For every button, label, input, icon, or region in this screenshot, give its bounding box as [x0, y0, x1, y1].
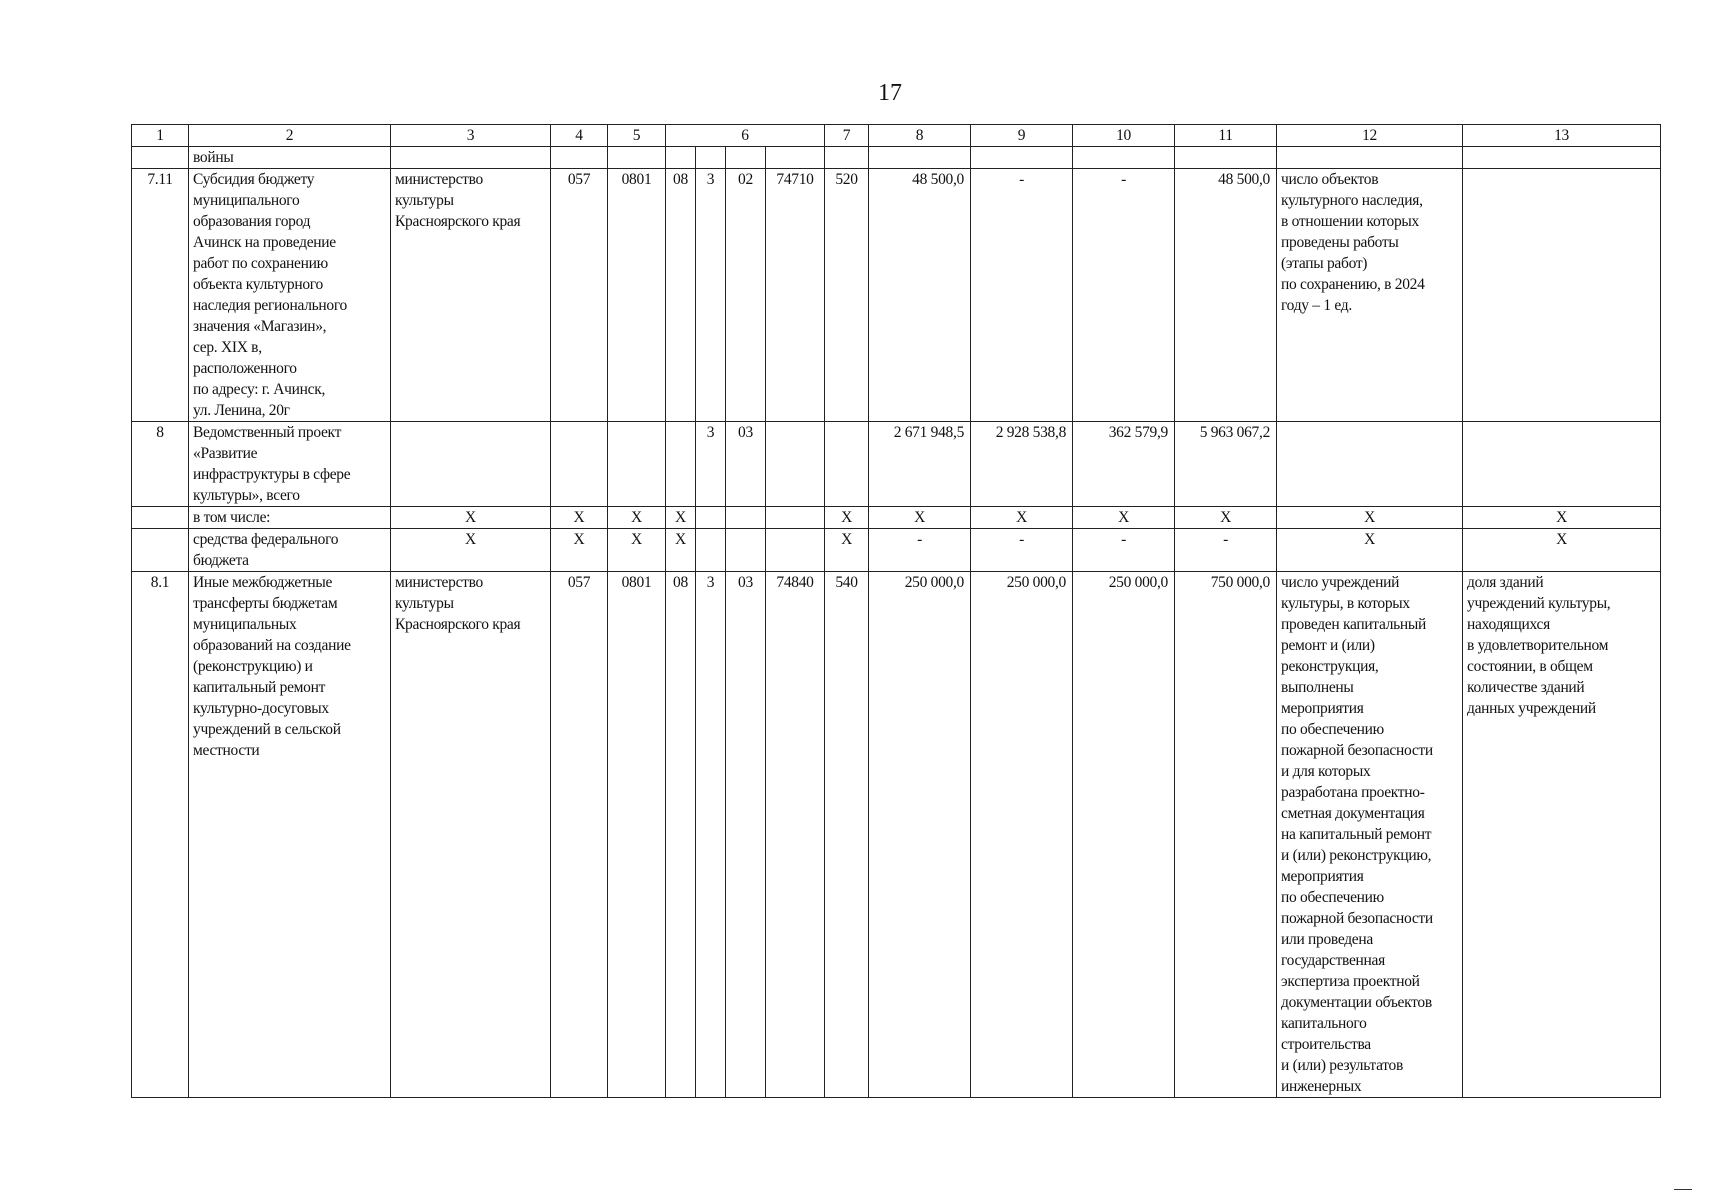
- rzpr-code: 0801: [608, 572, 666, 1098]
- x-mark: X: [1073, 507, 1175, 529]
- x-mark: X: [825, 529, 869, 572]
- csr-part-4: 74710: [766, 169, 825, 422]
- x-mark: X: [608, 507, 666, 529]
- grbs-code: 057: [551, 169, 608, 422]
- csr-part-4: 74840: [766, 572, 825, 1098]
- page-number: 17: [878, 80, 902, 106]
- col-header-3: 3: [391, 125, 551, 147]
- x-mark: X: [1277, 507, 1463, 529]
- csr-part-2: 3: [696, 169, 726, 422]
- csr-part-2: 3: [696, 422, 726, 507]
- dash-mark: -: [869, 529, 971, 572]
- rzpr-code: 0801: [608, 169, 666, 422]
- col-header-12: 12: [1277, 125, 1463, 147]
- table-row-7-11: [132, 169, 1661, 422]
- col-header-6: 6: [666, 125, 825, 147]
- dash-mark: -: [1073, 529, 1175, 572]
- dash-mark: -: [1175, 529, 1277, 572]
- csr-part-1: 08: [666, 572, 696, 1098]
- col-header-9: 9: [971, 125, 1073, 147]
- row-name: Иные межбюджетные трансферты бюджетам муниципальных образований на создание (реконструкцию) и капитальный ремонт культурно-досуговых учреждений в сельской местности: [189, 572, 391, 1098]
- x-mark: X: [608, 529, 666, 572]
- x-mark: X: [666, 507, 696, 529]
- continued-text: войны: [189, 147, 391, 169]
- table-row-8: [132, 422, 1661, 507]
- table-row-continued: [132, 147, 1661, 169]
- csr-part-2: 3: [696, 572, 726, 1098]
- row-name: в том числе:: [189, 507, 391, 529]
- col-header-13: 13: [1463, 125, 1661, 147]
- col-header-8: 8: [869, 125, 971, 147]
- amount-col-8: 48 500,0: [869, 169, 971, 422]
- x-mark: X: [551, 507, 608, 529]
- x-mark: X: [551, 529, 608, 572]
- row-name: Субсидия бюджету муниципального образования город Ачинск на проведение работ по сохранению объекта культурного наследия регионального значения «Магазин», сер. XIX в, расположенного по адресу: г. Ачинск, ул. Ленина, 20г: [189, 169, 391, 422]
- row-number: 8.1: [132, 572, 189, 1098]
- x-mark: X: [666, 529, 696, 572]
- row-number: 8: [132, 422, 189, 507]
- col-header-10: 10: [1073, 125, 1175, 147]
- x-mark: X: [391, 507, 551, 529]
- csr-part-1: 08: [666, 169, 696, 422]
- amount-col-10: 362 579,9: [1073, 422, 1175, 507]
- budget-table: [131, 124, 1661, 1098]
- column-number-row: [132, 125, 1661, 147]
- x-mark: X: [1277, 529, 1463, 572]
- table-row-8-1: [132, 572, 1661, 1098]
- indicator-cell: [1463, 169, 1661, 422]
- col-header-5: 5: [608, 125, 666, 147]
- row-name: Ведомственный проект «Развитие инфраструктуры в сфере культуры», всего: [189, 422, 391, 507]
- table-row-federal-budget: [132, 529, 1661, 572]
- row-name: средства федерального бюджета: [189, 529, 391, 572]
- ministry-cell: министерство культуры Красноярского края: [391, 169, 551, 422]
- dash-mark: -: [971, 529, 1073, 572]
- amount-col-11: 5 963 067,2: [1175, 422, 1277, 507]
- amount-col-10: 250 000,0: [1073, 572, 1175, 1098]
- col-header-2: 2: [189, 125, 391, 147]
- vr-code: 520: [825, 169, 869, 422]
- indicator-cell: доля зданий учреждений культуры, находящихся в удовлетворительном состоянии, в общем количестве зданий данных учреждений: [1463, 572, 1661, 1098]
- col-header-4: 4: [551, 125, 608, 147]
- col-header-7: 7: [825, 125, 869, 147]
- x-mark: X: [1175, 507, 1277, 529]
- amount-col-10: -: [1073, 169, 1175, 422]
- ministry-cell: министерство культуры Красноярского края: [391, 572, 551, 1098]
- col-header-1: 1: [132, 125, 189, 147]
- csr-part-3: 03: [726, 422, 766, 507]
- amount-col-11: 750 000,0: [1175, 572, 1277, 1098]
- amount-col-11: 48 500,0: [1175, 169, 1277, 422]
- x-mark: X: [391, 529, 551, 572]
- result-cell: число учреждений культуры, в которых проведен капитальный ремонт и (или) реконструкция, выполнены мероприятия по обеспечению пожарной безопасности и для которых разработана проектно- сметная документация на капитальный ремонт и (или) реконструкцию, мероприятия по обеспечению пожарной безопасности или проведена государственная экспертиза проектной документации объектов капитального строительства и (или) результатов инженерных: [1277, 572, 1463, 1098]
- csr-part-3: 03: [726, 572, 766, 1098]
- col-header-11: 11: [1175, 125, 1277, 147]
- amount-col-8: 250 000,0: [869, 572, 971, 1098]
- x-mark: X: [1463, 507, 1661, 529]
- page-edge-mark: [1674, 1189, 1692, 1190]
- grbs-code: 057: [551, 572, 608, 1098]
- row-number: 7.11: [132, 169, 189, 422]
- table-row-including: [132, 507, 1661, 529]
- x-mark: X: [869, 507, 971, 529]
- result-cell: число объектов культурного наследия, в отношении которых проведены работы (этапы работ) по сохранению, в 2024 году – 1 ед.: [1277, 169, 1463, 422]
- amount-col-9: 2 928 538,8: [971, 422, 1073, 507]
- amount-col-9: 250 000,0: [971, 572, 1073, 1098]
- amount-col-9: -: [971, 169, 1073, 422]
- amount-col-8: 2 671 948,5: [869, 422, 971, 507]
- x-mark: X: [1463, 529, 1661, 572]
- csr-part-3: 02: [726, 169, 766, 422]
- x-mark: X: [825, 507, 869, 529]
- x-mark: X: [971, 507, 1073, 529]
- vr-code: 540: [825, 572, 869, 1098]
